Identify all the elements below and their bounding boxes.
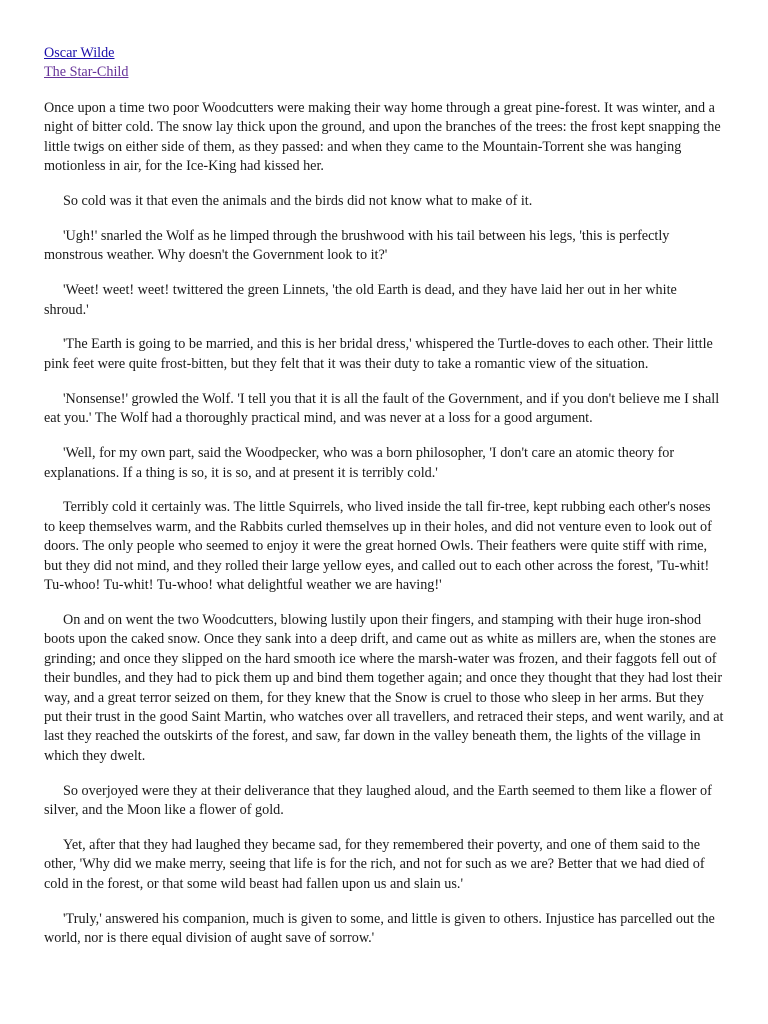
paragraph: Terribly cold it certainly was. The little Squirrels, who lived inside the tall fir-tree, kept rubbing each other's noses to keep themselves warm, and the Rabbits curled themselves up in their holes, and did not venture even to look out of doors. The only people who seemed to enjoy it were the great horned Owls. Their feathers were quite stiff with rime, but they did not mind, and they rolled their large yellow eyes, and called out to each other across the forest, 'Tu-whit! Tu-whoo! Tu-whit! Tu-whoo! what delightful weather we are having!'	[44, 499, 712, 594]
paragraph: So overjoyed were they at their deliverance that they laughed aloud, and the Earth seemed to them like a flower of silver, and the Moon like a flower of gold.	[44, 782, 712, 819]
paragraph: On and on went the two Woodcutters, blowing lustily upon their fingers, and stamping with their huge iron-shod boots upon the caked snow. Once they sank into a deep drift, and came out as white as millers are, when the stones are grinding; and once they slipped on the hard smooth ice where the marsh-water was frozen, and their faggots fell out of their bundles, and they had to pick them up and bind them together again; and once they thought that they had lost their way, and a great terror seized on them, for they knew that the Snow is cruel to those who sleep in her arms. But they put their trust in the good Saint Martin, who watches over all travellers, and retraced their steps, and went warily, and at last they reached the outskirts of the forest, and saw, far down in the valley beneath them, the lights of the village in which they dwelt.	[44, 611, 724, 764]
header-links	[44, 44, 724, 83]
story-title-link[interactable]: The Star-Child	[44, 64, 129, 81]
paragraph: Once upon a time two poor Woodcutters were making their way home through a great pine-forest. It was winter, and a night of bitter cold. The snow lay thick upon the ground, and upon the branches of the trees: the frost kept snapping the little twigs on either side of them, as they passed: and when they came to the Mountain-Torrent she was hanging motionless in air, for the Ice-King had kissed her.	[44, 99, 721, 175]
paragraph: Yet, after that they had laughed they became sad, for they remembered their poverty, and one of them said to the other, 'Why did we make merry, seeing that life is for the rich, and not for such as we are? Better that we had died of cold in the forest, or that some wild beast had fallen upon us and slain us.'	[44, 837, 705, 892]
paragraph: 'Truly,' answered his companion, much is given to some, and little is given to others. Injustice has parcelled out the world, nor is there equal division of aught save of sorrow.'	[44, 910, 715, 947]
paragraph: 'Ugh!' snarled the Wolf as he limped through the brushwood with his tail between his legs, 'this is perfectly monstrous weather. Why doesn't the Government look to it?'	[44, 227, 670, 264]
paragraph: So cold was it that even the animals and the birds did not know what to make of it.	[63, 192, 533, 209]
author-link[interactable]: Oscar Wilde	[44, 45, 115, 61]
paragraph: 'Nonsense!' growled the Wolf. 'I tell you that it is all the fault of the Government, and if you don't believe me I shall eat you.' The Wolf had a thoroughly practical mind, and was never at a loss for a good argument.	[44, 390, 720, 427]
paragraph: 'The Earth is going to be married, and this is her bridal dress,' whispered the Turtle-doves to each other. Their little pink feet were quite frost-bitten, but they felt that it was their duty to take a romantic view of the situation.	[44, 336, 713, 372]
paragraph: 'Well, for my own part, said the Woodpecker, who was a born philosopher, 'I don't care an atomic theory for explanations. If a thing is so, it is so, and at present it is terribly cold.'	[44, 445, 675, 481]
story-body	[44, 99, 724, 949]
paragraph: 'Weet! weet! weet! twittered the green Linnets, 'the old Earth is dead, and they have laid her out in her white shroud.'	[44, 282, 677, 318]
